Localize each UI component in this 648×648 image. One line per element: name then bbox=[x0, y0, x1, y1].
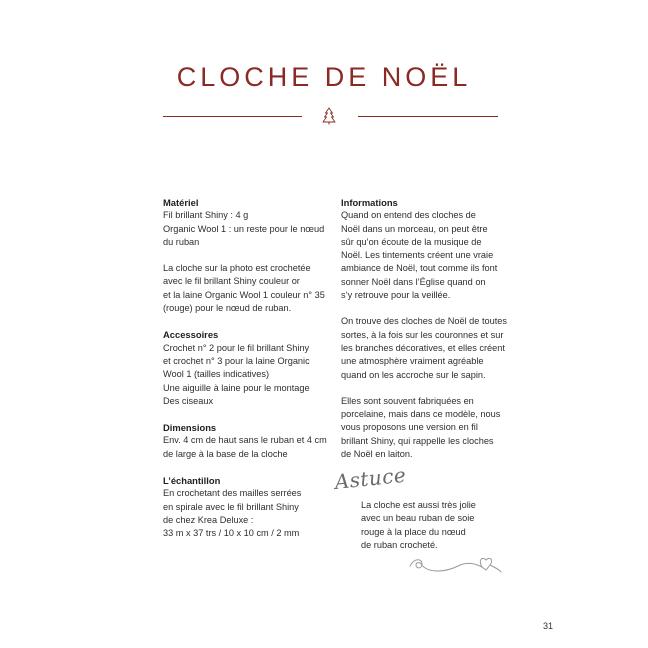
accessoires-text: Crochet n° 2 pour le fil brillant Shiny et crochet n° 3 pour la laine Organic Wool 1 (tailles indicatives) Une aiguille à laine pour le montage Des ciseaux bbox=[163, 342, 310, 406]
title-rule-left bbox=[163, 116, 302, 117]
dimensions-heading: Dimensions bbox=[163, 422, 217, 434]
accessoires-heading: Accessoires bbox=[163, 329, 219, 341]
echantillon-text: En crochetant des mailles serrées en spirale avec le fil brillant Shiny de chez Krea Deluxe : 33 m x 37 trs / 10 x 10 cm / 2 mm bbox=[163, 488, 302, 539]
christmas-tree-icon bbox=[322, 107, 336, 125]
materiel-text: Fil brillant Shiny : 4 g Organic Wool 1 : un reste pour le nœud du ruban bbox=[163, 210, 325, 247]
informations-heading: Informations bbox=[341, 197, 398, 208]
astuce-text: La cloche est aussi très jolie avec un beau ruban de soie rouge à la place du nœud de ruban crocheté. bbox=[361, 500, 476, 550]
heart-flourish-icon bbox=[408, 552, 503, 578]
page-title: CLOCHE DE NOËL bbox=[176, 62, 472, 92]
materiel-heading: Matériel bbox=[163, 197, 199, 208]
echantillon-heading: L’échantillon bbox=[163, 475, 221, 487]
informations-para-3: Elles sont souvent fabriquées en porcelaine, mais dans ce modèle, nous vous proposons une version en fil brillant Shiny, qui rappelle les cloches de Noël en laiton. bbox=[341, 395, 501, 460]
page-number: 31 bbox=[543, 621, 554, 631]
dimensions-text: Env. 4 cm de haut sans le ruban et 4 cm de large à la base de la cloche bbox=[163, 435, 327, 459]
right-column bbox=[341, 196, 513, 461]
left-column bbox=[163, 196, 333, 541]
informations-para-1: Quand on entend des cloches de Noël dans un morceau, on peut être sûr qu’on écoute de la musique de Noël. Les tintements créent une vraie ambiance de Noël, tout comme ils font sonner Noël dans l’Église quand on s’y retrouve pour la veillée. bbox=[341, 210, 498, 301]
materiel-note: La cloche sur la photo est crochetée avec le fil brillant Shiny couleur or et la laine Organic Wool 1 couleur n° 35 (rouge) pour le nœud de ruban. bbox=[163, 263, 325, 314]
astuce-label: Astuce bbox=[333, 462, 408, 494]
informations-para-2: On trouve des cloches de Noël de toutes sortes, à la fois sur les couronnes et sur les branches décoratives, et elles créent une atmosphère vraiment agréable quand on les accroche sur le sapin. bbox=[341, 316, 507, 380]
title-rule-right bbox=[358, 116, 498, 117]
